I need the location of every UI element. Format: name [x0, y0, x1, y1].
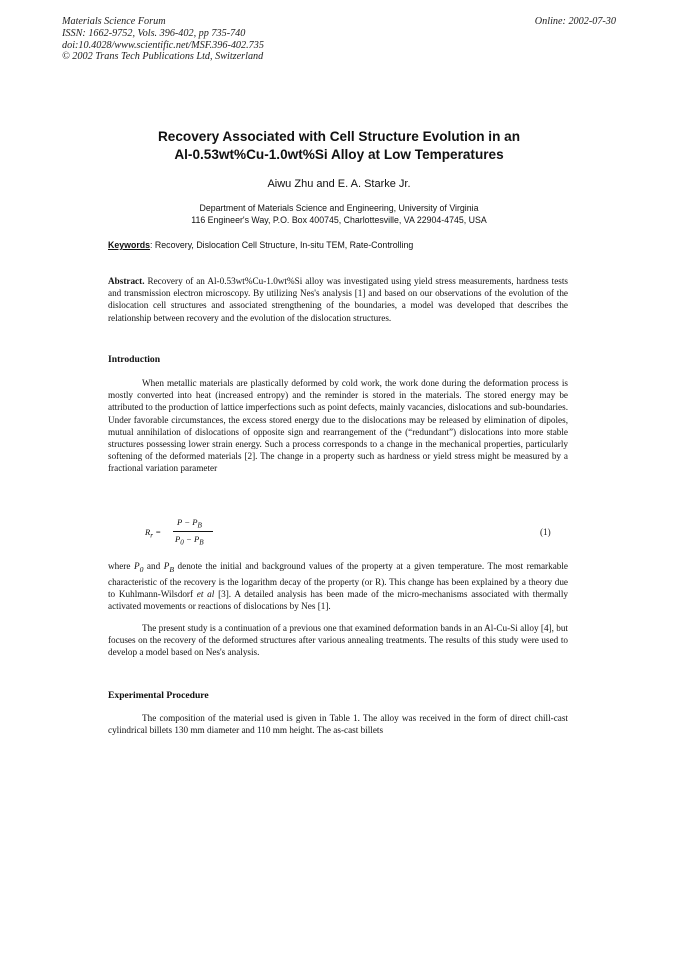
journal-header	[62, 16, 264, 63]
eq-den-minus: −	[183, 534, 194, 544]
where-p0-sub: 0	[139, 564, 144, 574]
eq-den-pb-sub: B	[199, 538, 204, 547]
where-text-1: where	[108, 561, 134, 571]
eq-equals: =	[153, 527, 161, 537]
equation-number: (1)	[540, 527, 551, 537]
where-et-al: et al	[196, 589, 215, 600]
eq-r: R	[145, 527, 151, 537]
title-line-2: Al-0.53wt%Cu-1.0wt%Si Alloy at Low Temperatures	[174, 147, 504, 162]
affiliation-line-1: Department of Materials Science and Engineering, University of Virginia	[199, 203, 479, 213]
where-text-2: and	[143, 561, 164, 571]
paper-title	[80, 128, 598, 164]
introduction-paragraph: When metallic materials are plastically deformed by cold work, the work done during the deformation process is mostly converted into heat (increased entropy) and the reminder is stored in the materials. The stored energy may be attributed to the production of lattice imperfections such as point defects, mainly vacancies, dislocations and sub-boundaries. Under favorable circumstances, the excess stored energy due to the dislocations may be released by elimination of dipoles, mutual annihilation of dislocations of opposite sign and rearrangement of the (“redundant”) dislocations into more stable structures possessing lower strain energy. Such a process corresponds to a change in the mechanical properties, particularly softening of the deformed materials [2]. The change in a property such as hardness or yield stress might be measured by a fractional variation parameter	[108, 378, 568, 474]
eq-den-p0-sub: 0	[180, 538, 184, 547]
eq-num-pb-sub: B	[197, 521, 202, 530]
authors: Aiwu Zhu and E. A. Starke Jr.	[267, 178, 411, 190]
doi-line[interactable]: doi:10.4028/www.scientific.net/MSF.396-402.735	[62, 39, 264, 51]
eq-den-p0: P	[175, 534, 181, 544]
issn-line: ISSN: 1662-9752, Vols. 396-402, pp 735-740	[62, 27, 246, 39]
abstract-text: Recovery of an Al-0.53wt%Cu-1.0wt%Si alloy was investigated using yield stress measurements, hardness tests and transmission electron microscopy. By utilizing Nes's analysis [1] and based on our observations of the evolution of the dislocation cell structures and associated strengthening of the boundaries, a model was developed that describes the relationship between recovery and the evolution of the dislocation structures.	[108, 276, 568, 323]
keywords-text: : Recovery, Dislocation Cell Structure, In-situ TEM, Rate-Controlling	[150, 240, 414, 250]
where-pb: P	[163, 561, 170, 571]
abstract	[108, 275, 568, 324]
equation-lhs	[145, 527, 161, 540]
eq-r-sub: r	[150, 531, 154, 540]
where-paragraph	[108, 560, 568, 613]
online-date: Online: 2002-07-30	[534, 16, 616, 27]
keywords-label: Keywords	[108, 240, 151, 250]
experimental-heading: Experimental Procedure	[108, 690, 209, 701]
fraction-bar	[173, 531, 213, 532]
equation-denominator	[175, 534, 204, 547]
where-text-4: [3]. A detailed analysis has been made of the micro-mechanisms associated with thermally activated movements or reactions of dislocations by Nes [1].	[108, 589, 568, 612]
experimental-paragraph: The composition of the material used is given in Table 1. The alloy was received in the form of direct chill-cast cylindrical billets 130 mm diameter and 110 mm height. The as-cast billets	[108, 713, 568, 736]
abstract-label: Abstract.	[108, 276, 145, 286]
present-study-paragraph: The present study is a continuation of a previous one that examined deformation bands in an Al-Cu-Si alloy [4], but focuses on the recovery of the deformed structures after various annealing treatments. The results of this study were used to develop a model based on Nes's analysis.	[108, 623, 568, 658]
eq-num-pb: P	[192, 517, 198, 527]
affiliation-line-2: 116 Engineer's Way, P.O. Box 400745, Charlottesville, VA 22904-4745, USA	[191, 214, 487, 225]
keywords	[108, 240, 568, 250]
copyright-line: © 2002 Trans Tech Publications Ltd, Switzerland	[62, 51, 264, 63]
introduction-heading: Introduction	[108, 354, 161, 365]
eq-den-pb: P	[193, 534, 200, 544]
where-pb-sub: B	[169, 564, 175, 574]
where-text-3: denote the initial and background values of the property at a given temperature. The most remarkable characteristic of the recovery is the logarithm decay of the property (or R). This change has been explained by a theory due to Kuhlmann-Wilsdorf	[108, 561, 568, 600]
equation-numerator	[177, 517, 202, 530]
affiliation	[80, 203, 598, 226]
eq-num-p: P	[177, 517, 183, 527]
eq-num-minus: −	[182, 517, 193, 527]
title-line-1: Recovery Associated with Cell Structure Evolution in an	[157, 129, 521, 144]
journal-name: Materials Science Forum	[62, 16, 166, 27]
where-p0: P	[133, 561, 140, 571]
